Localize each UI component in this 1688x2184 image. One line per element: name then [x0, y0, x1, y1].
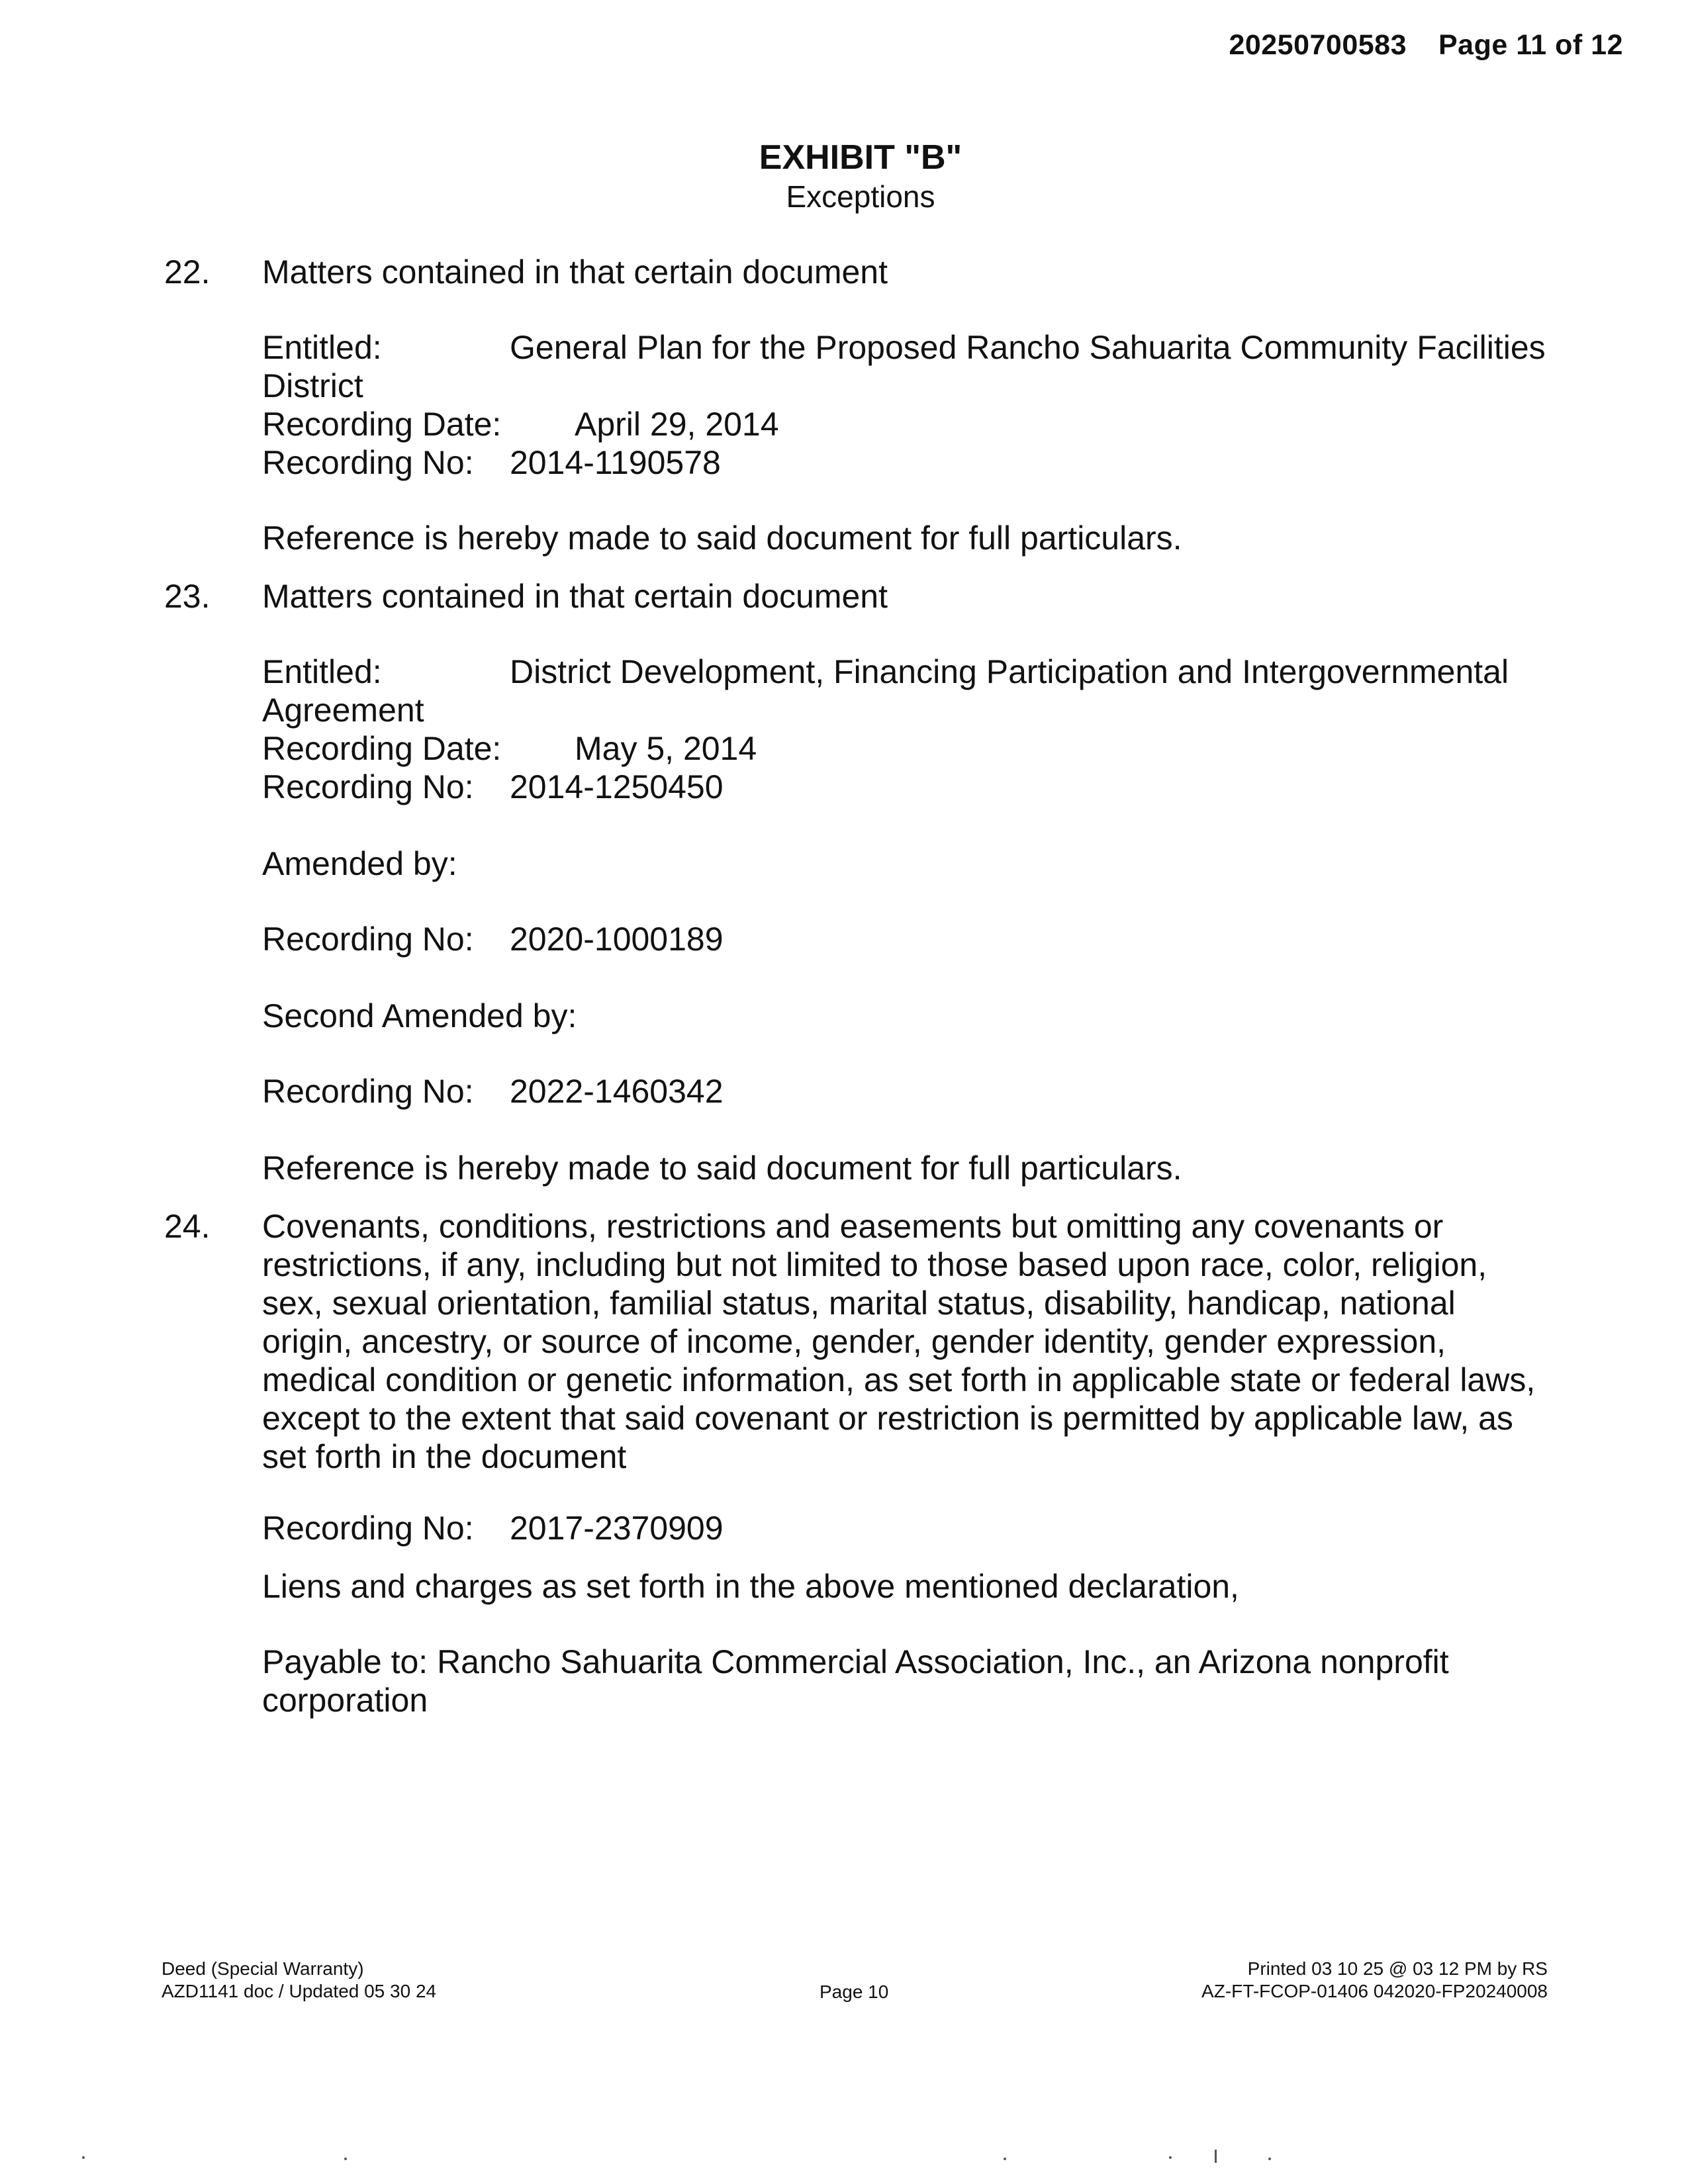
item-23-recording-date-label: Recording Date:: [262, 730, 502, 767]
document-number: 20250700583: [1229, 29, 1407, 61]
item-24-line: restrictions, if any, including but not limited to those based upon race, color, religion,: [262, 1246, 1487, 1283]
footer-file-code: AZ-FT-FCOP-01406 042020-FP20240008: [1201, 1981, 1548, 2001]
item-22-reference: Reference is hereby made to said document for full particulars.: [262, 520, 1182, 557]
exhibit-title: EXHIBIT "B": [759, 138, 962, 177]
item-22-recording-no-label: Recording No:: [262, 444, 474, 481]
footer-printed: Printed 03 10 25 @ 03 12 PM by RS: [1247, 1958, 1548, 1979]
item-22-recording-date: April 29, 2014: [575, 406, 779, 443]
item-24-liens: Liens and charges as set forth in the above mentioned declaration,: [262, 1568, 1239, 1605]
item-23-recording-no-label: Recording No:: [262, 768, 474, 805]
item-22-number: 22.: [164, 253, 211, 291]
item-22-intro: Matters contained in that certain document: [262, 253, 888, 291]
item-24-line: sex, sexual orientation, familial status, marital status, disability, handicap, national: [262, 1285, 1456, 1322]
item-23-amended-recording-no-label: Recording No:: [262, 921, 474, 958]
item-22-recording-date-label: Recording Date:: [262, 406, 502, 443]
item-23-number: 23.: [164, 578, 211, 615]
item-23-recording-date: May 5, 2014: [575, 730, 757, 767]
item-22-entitled-continuation: District: [262, 367, 363, 404]
item-22-entitled-value: General Plan for the Proposed Rancho Sahuarita Community Facilities: [510, 329, 1546, 366]
item-22-entitled-label: Entitled:: [262, 329, 382, 366]
item-23-second-recording-no-label: Recording No:: [262, 1073, 474, 1110]
item-22-recording-no: 2014-1190578: [510, 444, 721, 481]
page-reference: Page 11 of 12: [1438, 29, 1623, 61]
page-header-ref: [1229, 29, 1623, 62]
item-24-recording-no: 2017-2370909: [510, 1510, 724, 1547]
item-23-entitled-value: District Development, Financing Participation and Intergovernmental: [510, 653, 1509, 690]
item-24-payable-line: Payable to: Rancho Sahuarita Commercial Association, Inc., an Arizona nonprofit: [262, 1643, 1449, 1680]
item-24-payable: [262, 1643, 1573, 1719]
item-24-payable-line: corporation: [262, 1682, 428, 1719]
exhibit-subtitle: Exceptions: [786, 179, 935, 214]
item-24-line: except to the extent that said covenant or restriction is permitted by applicable law, as: [262, 1400, 1513, 1437]
item-23-second-amended-label: Second Amended by:: [262, 997, 577, 1034]
item-24-line: set forth in the document: [262, 1438, 627, 1475]
footer-form-name: Deed (Special Warranty): [162, 1958, 364, 1979]
item-23-amended-recording-no: 2020-1000189: [510, 921, 724, 958]
scan-specks: [0, 2144, 1688, 2171]
item-24-paragraph: [262, 1207, 1573, 1476]
item-23-reference: Reference is hereby made to said document for full particulars.: [262, 1150, 1182, 1187]
footer-form-updated: AZD1141 doc / Updated 05 30 24: [162, 1981, 437, 2001]
item-23-entitled-continuation: Agreement: [262, 692, 424, 729]
item-24-line: medical condition or genetic information, as set forth in applicable state or federal laws,: [262, 1361, 1536, 1398]
item-23-recording-no: 2014-1250450: [510, 768, 724, 805]
footer-right: [1201, 1958, 1548, 2003]
footer-page-number: Page 10: [820, 1981, 889, 2002]
item-23-intro: Matters contained in that certain document: [262, 578, 888, 615]
item-23-entitled-label: Entitled:: [262, 653, 382, 690]
item-24-recording-no-label: Recording No:: [262, 1510, 474, 1547]
footer-left: [162, 1958, 436, 2003]
item-24-number: 24.: [164, 1208, 211, 1245]
item-23-amended-label: Amended by:: [262, 845, 457, 882]
item-23-second-recording-no: 2022-1460342: [510, 1073, 724, 1110]
item-24-line: origin, ancestry, or source of income, gender, gender identity, gender expression,: [262, 1323, 1446, 1360]
item-24-line: Covenants, conditions, restrictions and easements but omitting any covenants or: [262, 1208, 1444, 1245]
